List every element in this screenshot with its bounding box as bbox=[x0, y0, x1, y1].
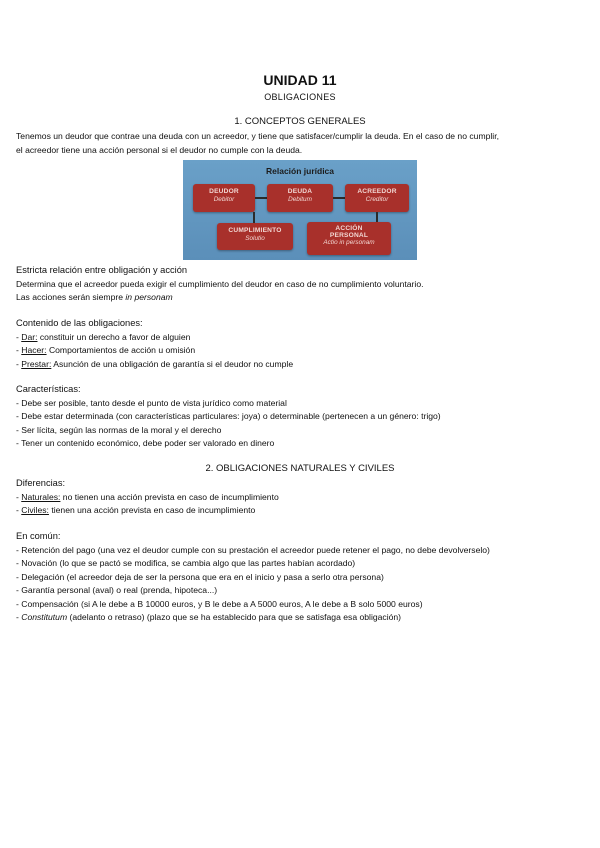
naturales-text: no tienen una acción prevista en caso de incumplimiento bbox=[60, 491, 279, 502]
deuda-box bbox=[267, 184, 333, 212]
arrow-deuda-acreedor bbox=[333, 197, 345, 199]
unit-title: UNIDAD 11 bbox=[263, 72, 337, 88]
contenido-item-hacer: - Hacer: Comportamientos de acción u omisión bbox=[16, 345, 196, 355]
dar-term: Dar: bbox=[21, 331, 38, 342]
hacer-term: Hacer: bbox=[21, 345, 47, 355]
caracteristica-item: - Ser lícita, según las normas de la moral y el derecho bbox=[16, 424, 222, 435]
contenido-section bbox=[16, 317, 588, 371]
caracteristica-item: - Tener un contenido económico, debe poder ser valorado en dinero bbox=[16, 438, 275, 448]
deuda-latin: Debitum bbox=[288, 196, 312, 203]
section2-heading: 2. OBLIGACIONES NATURALES Y CIVILES bbox=[205, 463, 395, 474]
prestar-text: Asunción de una obligación de garantía si el deudor no cumple bbox=[51, 358, 294, 369]
section1-intro bbox=[16, 130, 588, 157]
intro-line-2: el acreedor tiene una acción personal si el deudor no cumple con la deuda. bbox=[16, 144, 303, 155]
diferencias-section bbox=[16, 477, 588, 518]
relacion-line-2: Determina que el acreedor pueda exigir el cumplimiento del deudor en caso de no cumplimiento voluntario. bbox=[16, 278, 424, 289]
constitutum-text: (adelanto o retraso) (plazo que se ha establecido para que se satisfaga esa obligación) bbox=[67, 612, 402, 622]
diferencias-heading: Diferencias: bbox=[16, 478, 66, 488]
intro-line-1: Tenemos un deudor que contrae una deuda con un acreedor, y tiene que satisfacer/cumplir la deuda. En el caso de no cumplir, bbox=[16, 131, 499, 141]
deudor-latin: Debitor bbox=[213, 196, 235, 203]
accion-latin: Actio in personam bbox=[323, 239, 375, 246]
comun-section bbox=[16, 530, 588, 625]
contenido-item-prestar: - Prestar: Asunción de una obligación de garantía si el deudor no cumple bbox=[16, 358, 294, 369]
comun-item: - Retención del pago (una vez el deudor cumple con su prestación el acreedor puede retener el pago, no debe devolverselo) bbox=[16, 544, 490, 555]
diagram-title: Relación jurídica bbox=[265, 166, 335, 176]
cumplimiento-label: CUMPLIMIENTO bbox=[228, 227, 282, 234]
relacion-juridica-diagram bbox=[183, 160, 417, 260]
arrow-deudor-deuda bbox=[255, 197, 267, 199]
caracteristicas-heading: Características: bbox=[16, 384, 81, 394]
naturales-term: Naturales: bbox=[21, 491, 61, 502]
deuda-label: DEUDA bbox=[287, 188, 313, 195]
caracteristicas-section bbox=[16, 383, 588, 451]
cumplimiento-box bbox=[217, 223, 293, 250]
comun-item: - Novación (lo que se pactó se modifica, se cambia algo que las partes habían acordado) bbox=[16, 558, 356, 568]
comun-item: - Delegación (el acreedor deja de ser la persona que era en el inicio y pasa a serlo otra persona) bbox=[16, 571, 384, 582]
prestar-term: Prestar: bbox=[21, 358, 52, 369]
personal-label: PERSONAL bbox=[329, 232, 369, 239]
civiles-item: - Civiles: tienen una acción prevista en caso de incumplimiento bbox=[16, 505, 256, 515]
arrow-acreedor-accion bbox=[376, 212, 378, 222]
relacion-line-1: Estricta relación entre obligación y acción bbox=[16, 265, 188, 275]
in-personam-text: in personam bbox=[125, 292, 173, 302]
cumplimiento-latin: Solutio bbox=[245, 235, 265, 242]
acreedor-box bbox=[345, 184, 409, 212]
relacion-paragraph bbox=[16, 264, 588, 305]
civiles-term: Civiles: bbox=[21, 505, 49, 515]
civiles-text: tienen una acción prevista en caso de incumplimiento bbox=[48, 505, 256, 515]
comun-heading: En común: bbox=[16, 531, 61, 541]
accion-personal-box bbox=[307, 222, 391, 255]
constitutum-term: Constitutum bbox=[21, 612, 68, 622]
unit-subtitle: OBLIGACIONES bbox=[264, 92, 336, 102]
caracteristica-item: - Debe ser posible, tanto desde el punto de vista jurídico como material bbox=[16, 397, 287, 408]
comun-item: - Garantía personal (aval) o real (prenda, hipoteca...) bbox=[16, 585, 218, 595]
hacer-text: Comportamientos de acción u omisión bbox=[46, 345, 196, 355]
deudor-label: DEUDOR bbox=[209, 188, 239, 195]
constitutum-item: - Constitutum (adelanto o retraso) (plazo que se ha establecido para que se satisfaga esa obligación) bbox=[16, 612, 402, 622]
comun-item: - Compensación (si A le debe a B 10000 euros, y B le debe a A 5000 euros, A le debe a B solo 5000 euros) bbox=[16, 598, 423, 609]
relacion-line-3-prefix: Las acciones serán siempre bbox=[16, 292, 126, 302]
acreedor-label: ACREEDOR bbox=[357, 188, 397, 195]
contenido-item-dar: - Dar: constituir un derecho a favor de alguien bbox=[16, 331, 191, 342]
deudor-box bbox=[193, 184, 255, 212]
contenido-heading: Contenido de las obligaciones: bbox=[16, 318, 143, 328]
accion-label: ACCIÓN bbox=[335, 225, 363, 232]
dar-text: constituir un derecho a favor de alguien bbox=[37, 331, 191, 342]
naturales-item: - Naturales: no tienen una acción prevista en caso de incumplimiento bbox=[16, 491, 279, 502]
acreedor-latin: Creditor bbox=[365, 196, 389, 203]
relacion-line-3 bbox=[16, 291, 588, 305]
caracteristica-item: - Debe estar determinada (con características particulares: joya) o determinable (pertenecen a un género: trigo) bbox=[16, 411, 441, 421]
section1-heading: 1. CONCEPTOS GENERALES bbox=[234, 116, 366, 127]
